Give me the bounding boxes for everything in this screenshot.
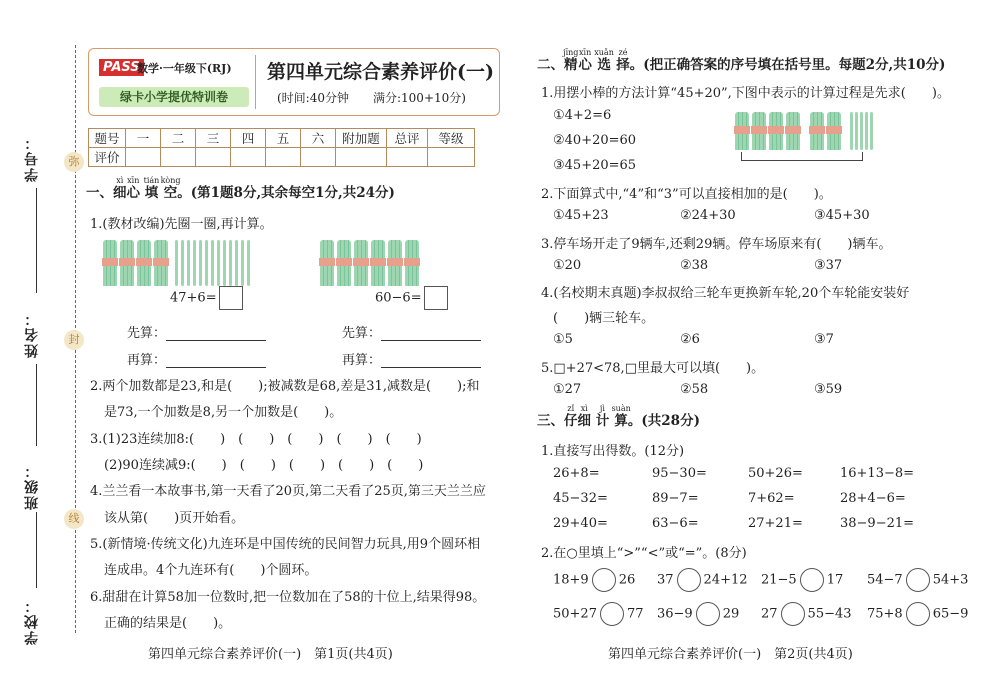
compare-item: 27 55−43 bbox=[761, 602, 852, 626]
section-number: 一、 bbox=[86, 185, 113, 201]
calc-item[interactable]: 50+26= bbox=[748, 466, 803, 481]
q5-line-1: 5.(新情境·传统文化)九连环是中国传统的民间智力玩具,用9个圆环相 bbox=[90, 537, 481, 552]
choice-q3-option-3[interactable]: ③37 bbox=[814, 258, 843, 273]
compare-circle[interactable] bbox=[600, 602, 624, 626]
q1-equation-1: 47+6= bbox=[170, 286, 243, 310]
compare-item: 36−9 29 bbox=[657, 602, 739, 626]
calc-item[interactable]: 28+4−6= bbox=[840, 491, 906, 506]
choice-q1-option-1[interactable]: ①4+2=6 bbox=[553, 108, 612, 123]
ruby-char: 选xuǎn bbox=[594, 48, 614, 73]
calc-item[interactable]: 27+21= bbox=[748, 516, 803, 531]
compare-circle[interactable] bbox=[906, 568, 930, 592]
section-1-points: 。(第1题8分,其余每空1分,共24分) bbox=[177, 185, 395, 201]
calc-item[interactable]: 89−7= bbox=[652, 491, 699, 506]
student-id-line bbox=[36, 188, 37, 293]
exam-header bbox=[88, 48, 500, 116]
calc-item[interactable]: 38−9−21= bbox=[840, 516, 915, 531]
sticks-image-45-20 bbox=[735, 112, 895, 162]
choice-q5-option-2[interactable]: ②58 bbox=[680, 382, 709, 397]
q2-line-1: 2.两个加数都是23,和是( );被减数是68,差是31,减数是( );和 bbox=[90, 379, 480, 394]
page-1-footer: 第四单元综合素养评价(一) 第1页(共4页) bbox=[148, 647, 393, 662]
score-cell: 三 bbox=[196, 129, 231, 148]
score-input[interactable] bbox=[301, 148, 336, 167]
section-2-title bbox=[537, 48, 945, 73]
section-number: 二、 bbox=[537, 57, 564, 73]
q4-line-2: 该从第( )页开始看。 bbox=[104, 511, 245, 526]
q1-first-step-1: 先算： bbox=[127, 322, 266, 341]
q5-line-2: 连成串。4个九连环有( )个圆环。 bbox=[104, 563, 318, 578]
exam-title: 第四单元综合素养评价(一) bbox=[267, 61, 494, 83]
section-number: 三、 bbox=[537, 413, 564, 429]
choice-q5-option-3[interactable]: ③59 bbox=[814, 382, 843, 397]
score-input[interactable] bbox=[336, 148, 387, 167]
answer-line[interactable] bbox=[166, 367, 266, 368]
score-value-row bbox=[89, 148, 475, 167]
ruby-char: 细xì bbox=[577, 404, 591, 429]
compare-item: 50+27 77 bbox=[553, 602, 644, 626]
sticks-image-60 bbox=[320, 240, 490, 286]
score-cell: 总评 bbox=[387, 129, 428, 148]
section-1-title bbox=[86, 176, 395, 201]
compare-circle[interactable] bbox=[800, 568, 824, 592]
score-cell: 题号 bbox=[89, 129, 126, 148]
q4-line-1: 4.兰兰看一本故事书,第一天看了20页,第二天看了25页,第三天兰兰应 bbox=[90, 484, 486, 499]
ruby-char: 精jīng bbox=[563, 48, 579, 73]
exam-time: (时间:40分钟 满分:100+10分) bbox=[277, 91, 466, 105]
q6-line-2: 正确的结果是( )。 bbox=[104, 616, 232, 631]
choice-q2-text: 2.下面算式中,“4”和“3”可以直接相加的是( )。 bbox=[541, 187, 832, 202]
ruby-char: 仔zǐ bbox=[564, 404, 578, 429]
choice-q1-option-3[interactable]: ③45+20=65 bbox=[553, 158, 637, 173]
score-cell: 二 bbox=[161, 129, 196, 148]
compare-item: 37 24+12 bbox=[657, 568, 748, 592]
page-2-footer: 第四单元综合素养评价(一) 第2页(共4页) bbox=[608, 647, 853, 662]
score-cell: 五 bbox=[266, 129, 301, 148]
ruby-char: 填tián bbox=[143, 176, 160, 201]
calc-item[interactable]: 63−6= bbox=[652, 516, 699, 531]
answer-box[interactable] bbox=[219, 286, 243, 310]
header-divider bbox=[255, 55, 256, 109]
choice-q2-option-1[interactable]: ①45+23 bbox=[553, 208, 609, 223]
choice-q4-line-1: 4.(名校期末真题)李叔叔给三轮车更换新车轮,20个车轮能安装好 bbox=[541, 286, 910, 301]
choice-q4-option-1[interactable]: ①5 bbox=[553, 332, 573, 347]
score-cell: 附加题 bbox=[336, 129, 387, 148]
score-input[interactable] bbox=[161, 148, 196, 167]
section-2-points: 。(把正确答案的序号填在括号里。每题2分,共10分) bbox=[629, 57, 946, 73]
class-label: 班级： bbox=[24, 462, 40, 510]
choice-q3-option-1[interactable]: ①20 bbox=[553, 258, 582, 273]
q3-line-1: 3.(1)23连续加8:( ) ( ) ( ) ( ) ( ) bbox=[90, 432, 422, 447]
bracket-line bbox=[741, 152, 863, 161]
choice-q4-option-3[interactable]: ③7 bbox=[814, 332, 834, 347]
score-input[interactable] bbox=[126, 148, 161, 167]
ruby-char: 空kòng bbox=[160, 176, 181, 201]
choice-q5-option-1[interactable]: ①27 bbox=[553, 382, 582, 397]
compare-item: 18+9 26 bbox=[553, 568, 635, 592]
calc-item[interactable]: 45−32= bbox=[553, 491, 608, 506]
score-input[interactable] bbox=[387, 148, 428, 167]
ruby-char: 择zé bbox=[616, 48, 630, 73]
series-name: 绿卡小学提优特训卷 bbox=[99, 87, 249, 107]
compare-circle[interactable] bbox=[677, 568, 701, 592]
q1-then-step-2: 再算： bbox=[342, 349, 481, 368]
choice-q5-text: 5.□+27<78,□里最大可以填( )。 bbox=[541, 361, 765, 376]
pass-logo: PASS bbox=[99, 59, 144, 76]
student-id-label: 学号： bbox=[24, 134, 40, 182]
ruby-char: 细xì bbox=[113, 176, 127, 201]
seal-feng: 封 bbox=[64, 330, 84, 350]
choice-q4-option-2[interactable]: ②6 bbox=[680, 332, 700, 347]
seal-mi: 弥 bbox=[64, 152, 84, 172]
calc-item[interactable]: 29+40= bbox=[553, 516, 608, 531]
q1-equation-2: 60−6= bbox=[375, 286, 448, 310]
section-3-title bbox=[537, 404, 700, 429]
calc-item[interactable]: 7+62= bbox=[748, 491, 795, 506]
choice-q2-option-2[interactable]: ②24+30 bbox=[680, 208, 736, 223]
calc-q2-text: 2.在○里填上“>”“<”或“=”。(8分) bbox=[541, 546, 747, 561]
compare-item: 21−5 17 bbox=[761, 568, 843, 592]
answer-box[interactable] bbox=[424, 286, 448, 310]
name-line bbox=[36, 364, 37, 446]
score-cell: 等级 bbox=[428, 129, 475, 148]
compare-item: 75+8 65−9 bbox=[867, 602, 968, 626]
score-header-row bbox=[89, 129, 475, 148]
score-input[interactable] bbox=[231, 148, 266, 167]
score-cell: 评价 bbox=[89, 148, 126, 167]
choice-q1-option-2[interactable]: ②40+20=60 bbox=[553, 133, 637, 148]
compare-item: 54−7 54+3 bbox=[867, 568, 968, 592]
q6-line-1: 6.甜甜在计算58加一位数时,把一位数加在了58的十位上,结果得98。 bbox=[90, 590, 486, 605]
q1-text: 1.(教材改编)先圈一圈,再计算。 bbox=[90, 217, 273, 232]
compare-circle[interactable] bbox=[906, 602, 930, 626]
score-table bbox=[88, 128, 475, 167]
score-cell: 六 bbox=[301, 129, 336, 148]
q3-line-2: (2)90连续减9:( ) ( ) ( ) ( ) ( ) bbox=[104, 458, 424, 473]
q2-line-2: 是73,一个加数是8,另一个加数是( )。 bbox=[104, 405, 343, 420]
calc-item[interactable]: 16+13−8= bbox=[840, 466, 915, 481]
score-cell: 四 bbox=[231, 129, 266, 148]
answer-line[interactable] bbox=[166, 340, 266, 341]
choice-q3-option-2[interactable]: ②38 bbox=[680, 258, 709, 273]
school-label: 学校： bbox=[24, 597, 40, 645]
compare-circle[interactable] bbox=[696, 602, 720, 626]
answer-line[interactable] bbox=[381, 367, 481, 368]
choice-q1-text: 1.用摆小棒的方法计算“45+20”,下图中表示的计算过程是先求( )。 bbox=[541, 86, 950, 101]
sticks-image-47 bbox=[103, 240, 243, 286]
choice-q4-line-2: ( )辆三轮车。 bbox=[553, 311, 655, 326]
score-input[interactable] bbox=[266, 148, 301, 167]
q1-then-step-1: 再算： bbox=[127, 349, 266, 368]
name-label: 姓名： bbox=[24, 310, 40, 358]
score-cell: 一 bbox=[126, 129, 161, 148]
grade-label: 数学·一年级下(RJ) bbox=[137, 62, 232, 75]
q1-first-step-2: 先算： bbox=[342, 322, 481, 341]
ruby-char: 心xīn bbox=[578, 48, 592, 73]
class-line bbox=[36, 512, 37, 588]
section-3-points: 。(共28分) bbox=[627, 413, 700, 429]
score-input[interactable] bbox=[428, 148, 475, 167]
score-input[interactable] bbox=[196, 148, 231, 167]
compare-circle[interactable] bbox=[781, 602, 805, 626]
ruby-char: 算suàn bbox=[611, 404, 631, 429]
choice-q2-option-3[interactable]: ③45+30 bbox=[814, 208, 870, 223]
calc-item[interactable]: 95−30= bbox=[652, 466, 707, 481]
choice-q3-text: 3.停车场开走了9辆车,还剩29辆。停车场原来有( )辆车。 bbox=[541, 237, 892, 252]
ruby-char: 计jì bbox=[595, 404, 610, 429]
seal-xian: 线 bbox=[64, 509, 84, 529]
answer-line[interactable] bbox=[381, 340, 481, 341]
ruby-char: 心xīn bbox=[126, 176, 140, 201]
calc-item[interactable]: 26+8= bbox=[553, 466, 600, 481]
compare-circle[interactable] bbox=[592, 568, 616, 592]
calc-q1-text: 1.直接写出得数。(12分) bbox=[541, 444, 685, 459]
